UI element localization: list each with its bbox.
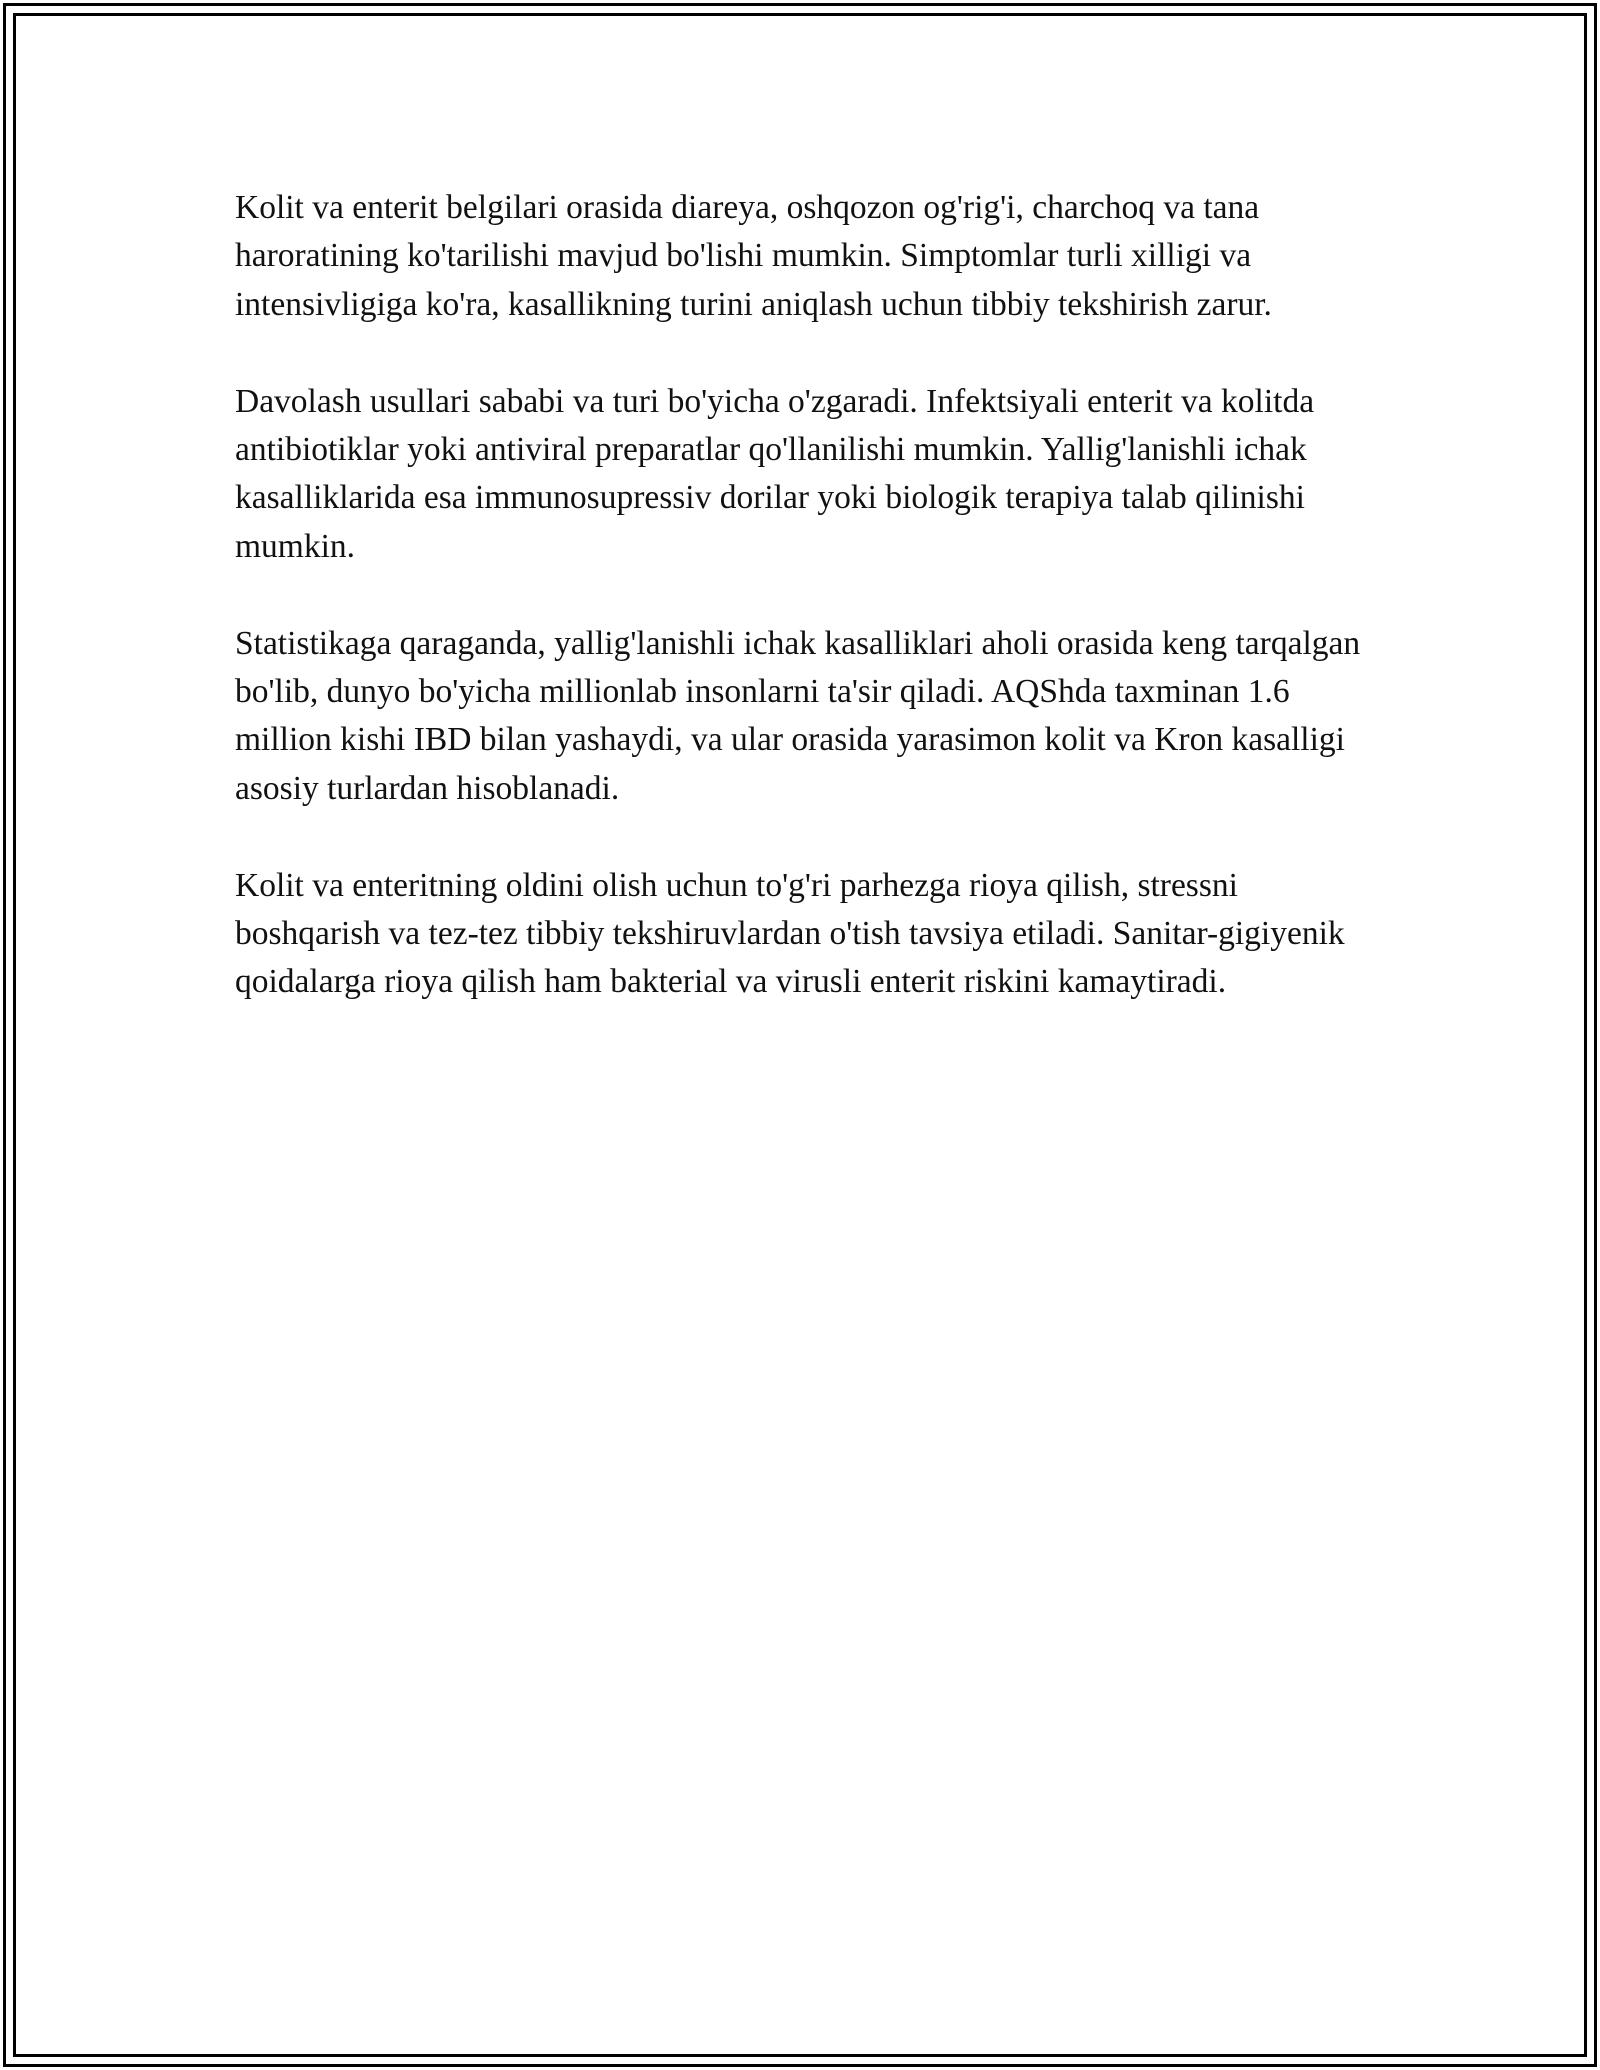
paragraph-symptoms: Kolit va enterit belgilari orasida diareya, oshqozon og'rig'i, charchoq va tana haroratining ko'tarilishi mavjud bo'lishi mumkin. Simptomlar turli xilligi va intensivligiga ko'ra, kasallikning turini aniqlash uchun tibbiy tekshirish zarur. (235, 189, 1272, 323)
paragraph-statistics: Statistikaga qaraganda, yallig'lanishli ichak kasalliklari aholi orasida keng tarqalgan bo'lib, dunyo bo'yicha millionlab insonlarni ta'sir qiladi. AQShda taxminan 1.6 million kishi IBD bilan yashaydi, va ular orasida yarasimon kolit va Kron kasalligi asosiy turlardan hisoblanadi. (235, 624, 1361, 807)
document-body (235, 184, 1375, 1055)
paragraph-treatment: Davolash usullari sababi va turi bo'yicha o'zgaradi. Infektsiyali enterit va kolitda antibiotiklar yoki antiviral preparatlar qo'llanilishi mumkin. Yallig'lanishli ichak kasalliklarida esa immunosupressiv dorilar yoki biologik terapiya talab qilinishi mumkin. (235, 382, 1315, 565)
paragraph-prevention: Kolit va enteritning oldini olish uchun to'g'ri parhezga rioya qilish, stressni boshqarish va tez-tez tibbiy tekshiruvlardan o'tish tavsiya etiladi. Sanitar-gigiyenik qoidalarga rioya qilish ham bakterial va virusli enterit riskini kamaytiradi. (235, 866, 1345, 1001)
